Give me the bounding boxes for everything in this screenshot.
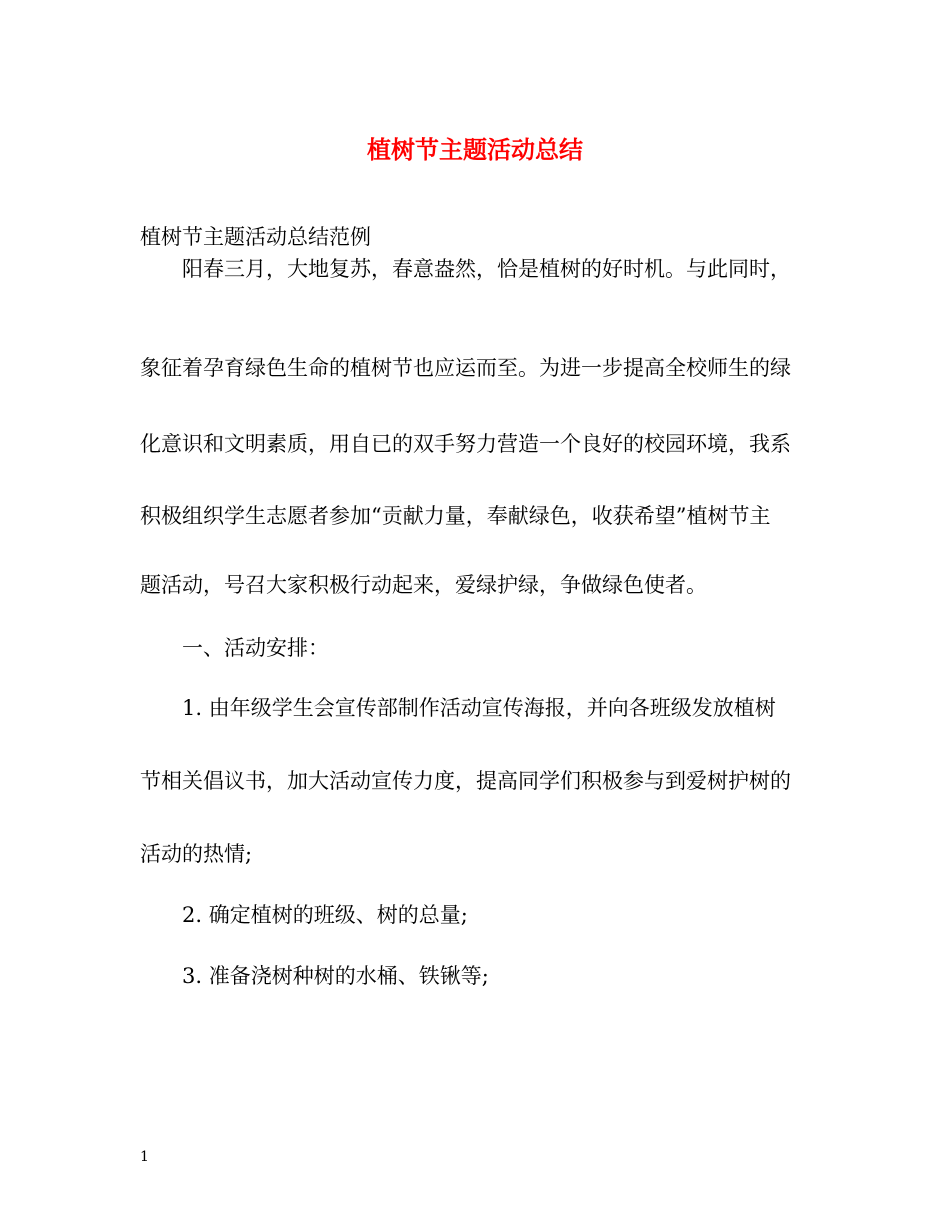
- document-subtitle: 植树节主题活动总结范例: [140, 225, 371, 249]
- document-title: 植树节主题活动总结: [367, 135, 583, 164]
- text-line: 3. 准备浇树种树的水桶、铁锹等;: [182, 964, 489, 988]
- text-line: 2. 确定植树的班级、树的总量;: [182, 903, 468, 927]
- text-line: 阳春三月，大地复苏，春意盎然，恰是植树的好时机。与此同时，: [182, 257, 791, 281]
- page-number: 1: [140, 1149, 149, 1165]
- text-line: 1. 由年级学生会宣传部制作活动宣传海报，并向各班级发放植树: [182, 696, 776, 720]
- text-line: 象征着孕育绿色生命的植树节也应运而至。为进一步提高全校师生的绿: [140, 356, 791, 380]
- text-line: 化意识和文明素质，用自已的双手努力营造一个良好的校园环境，我系: [140, 432, 791, 456]
- text-line: 活动的热情;: [140, 842, 253, 866]
- text-line: 题活动，号召大家积极行动起来，爱绿护绿，争做绿色使者。: [140, 573, 707, 597]
- text-line: 积极组织学生志愿者参加“贡献力量，奉献绿色，收获希望”植树节主: [140, 504, 771, 528]
- section-heading-text: 一、活动安排：: [182, 636, 329, 660]
- text-line: 节相关倡议书，加大活动宣传力度，提高同学们积极参与到爱树护树的: [140, 769, 791, 793]
